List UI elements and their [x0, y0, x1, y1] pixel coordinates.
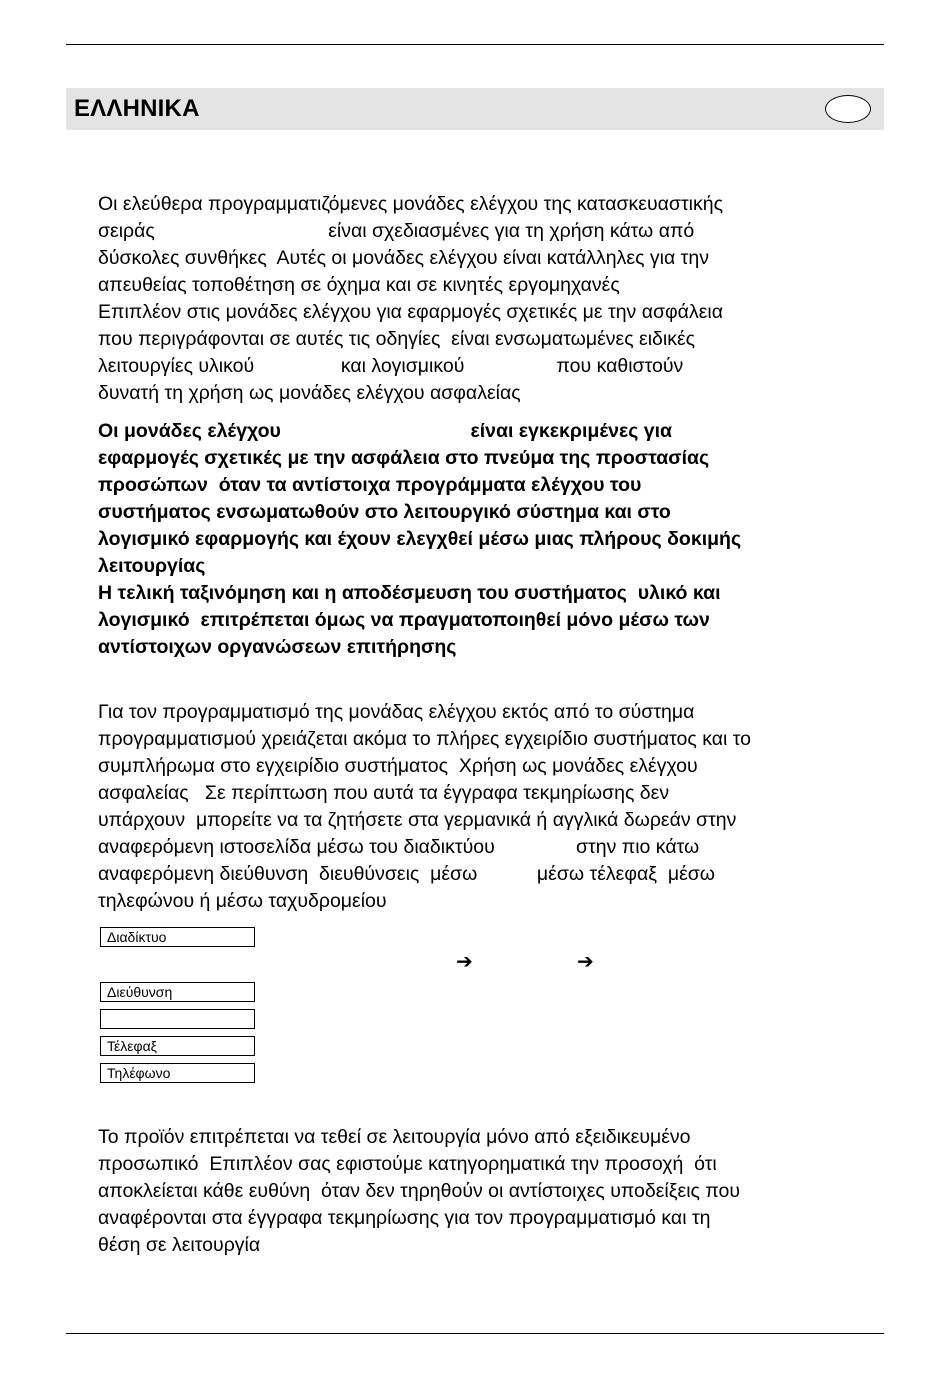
arrow-right-icon: ➔ [577, 951, 594, 973]
bold-text-line: συστήματος ενσωματωθούν στο λειτουργικό σύστημα και στο [98, 501, 671, 523]
bold-text-line: Οι μονάδες ελέγχου είναι εγκεκριμένες για [98, 420, 673, 442]
text-line: δύσκολες συνθήκες Αυτές οι μονάδες ελέγχου είναι κατάλληλες για την [98, 247, 709, 269]
text-line: Οι ελεύθερα προγραμματιζόμενες μονάδες ελέγχου της κατασκευαστικής [98, 193, 723, 215]
language-oval-icon [825, 95, 871, 123]
bold-text-line: προσώπων όταν τα αντίστοιχα προγράμματα ελέγχου του [98, 474, 642, 496]
text-line: Επιπλέον στις μονάδες ελέγχου για εφαρμογές σχετικές με την ασφάλεια [98, 301, 723, 323]
fax-label-box: Τέλεφαξ [100, 1036, 255, 1056]
bold-text-line: λογισμικό εφαρμογής και έχουν ελεγχθεί μέσω μιας πλήρους δοκιμής [98, 528, 742, 550]
text-line: θέση σε λειτουργία [98, 1234, 261, 1256]
text-line: απευθείας τοποθέτηση σε όχημα και σε κινητές εργομηχανές [98, 274, 620, 296]
text-line: αναφερόμενη ιστοσελίδα μέσω του διαδικτύου στην πιο κάτω [98, 836, 700, 858]
bottom-rule [66, 1333, 884, 1334]
address-line-box [100, 1009, 255, 1029]
text-line: δυνατή τη χρήση ως μονάδες ελέγχου ασφαλείας [98, 382, 521, 404]
text-line: αποκλείεται κάθε ευθύνη όταν δεν τηρηθούν οι αντίστοιχες υποδείξεις που [98, 1180, 741, 1202]
text-line: υπάρχουν μπορείτε να τα ζητήσετε στα γερμανικά ή αγγλικά δωρεάν στην [98, 809, 737, 831]
arrow-right-icon: ➔ [456, 951, 473, 973]
text-line: Το προϊόν επιτρέπεται να τεθεί σε λειτουργία μόνο από εξειδικευμένο [98, 1126, 691, 1148]
text-line: Για τον προγραμματισμό της μονάδας ελέγχου εκτός από το σύστημα [98, 701, 695, 723]
text-line: λειτουργίες υλικού και λογισμικού που καθιστούν [98, 355, 684, 377]
section-header [66, 88, 884, 130]
bold-text-line: λειτουργίας [98, 555, 206, 577]
text-line: συμπλήρωμα στο εγχειρίδιο συστήματος Χρήση ως μονάδες ελέγχου [98, 755, 698, 777]
text-line: που περιγράφονται σε αυτές τις οδηγίες είναι ενσωματωμένες ειδικές [98, 328, 696, 350]
internet-label-box: Διαδίκτυο [100, 927, 255, 947]
text-line: προσωπικό Επιπλέον σας εφιστούμε κατηγορηματικά την προσοχή ότι [98, 1153, 717, 1175]
phone-label-box: Τηλέφωνο [100, 1063, 255, 1083]
text-line: σειράς είναι σχεδιασμένες για τη χρήση κάτω από [98, 220, 695, 242]
top-rule [66, 44, 884, 45]
bold-text-line: εφαρμογές σχετικές με την ασφάλεια στο πνεύμα της προστασίας [98, 447, 710, 469]
bold-text-line: αντίστοιχων οργανώσεων επιτήρησης [98, 636, 457, 658]
text-line: ασφαλείας Σε περίπτωση που αυτά τα έγγραφα τεκμηρίωσης δεν [98, 782, 670, 804]
text-line: προγραμματισμού χρειάζεται ακόμα το πλήρες εγχειρίδιο συστήματος και το [98, 728, 752, 750]
bold-text-line: Η τελική ταξινόμηση και η αποδέσμευση του συστήματος υλικό και [98, 582, 721, 604]
text-line: αναφέρονται στα έγγραφα τεκμηρίωσης για τον προγραμματισμό και τη [98, 1207, 711, 1229]
text-line: αναφερόμενη διεύθυνση διευθύνσεις μέσω μέσω τέλεφαξ μέσω [98, 863, 716, 885]
text-line: τηλεφώνου ή μέσω ταχυδρομείου [98, 890, 387, 912]
bold-text-line: λογισμικό επιτρέπεται όμως να πραγματοποιηθεί μόνο μέσω των [98, 609, 710, 631]
address-label-box: Διεύθυνση [100, 982, 255, 1002]
section-title: ΕΛΛΗΝΙΚΑ [74, 95, 200, 122]
